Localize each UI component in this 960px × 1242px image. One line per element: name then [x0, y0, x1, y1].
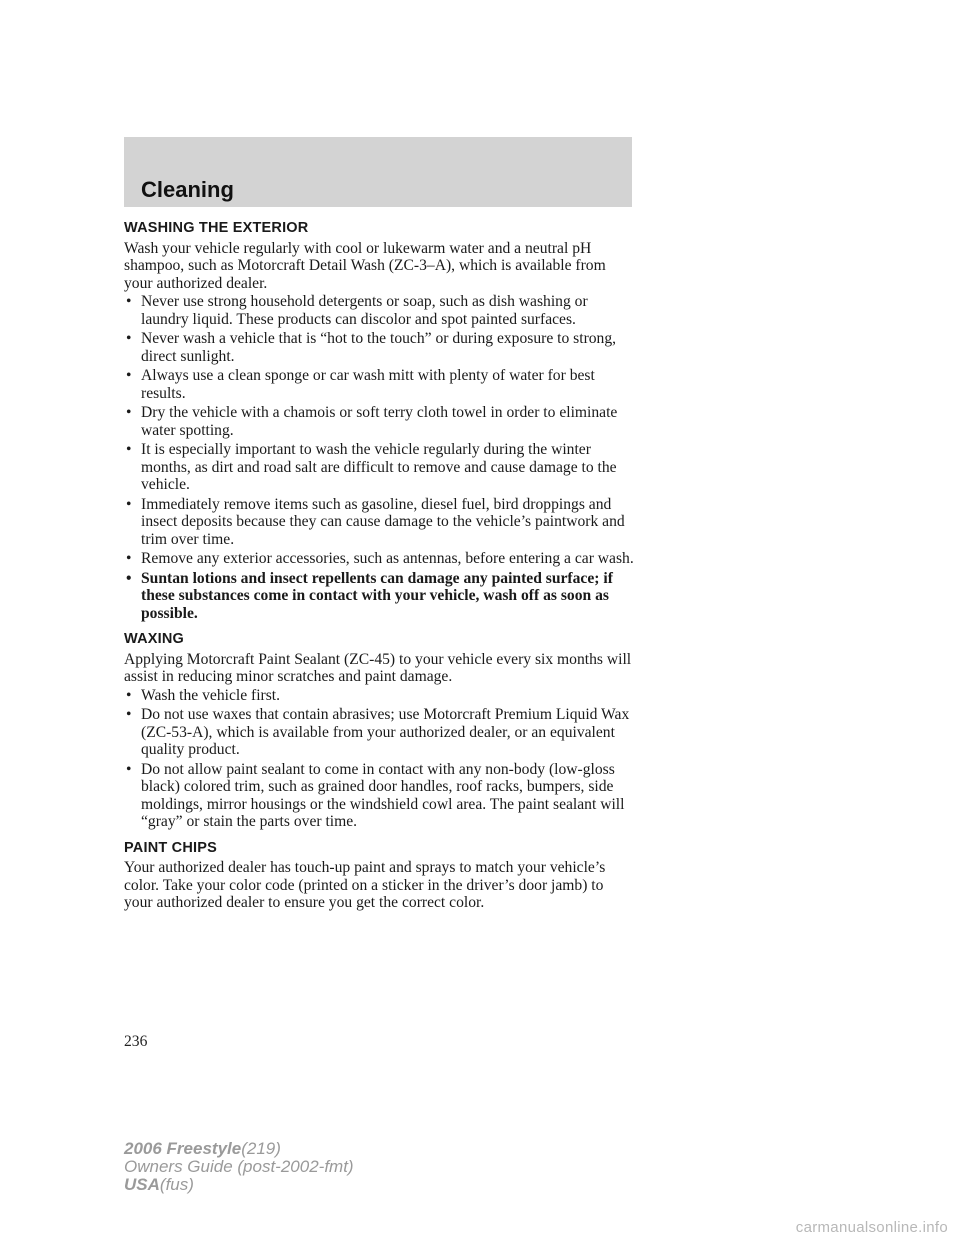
paint-chips-paragraph: Your authorized dealer has touch-up paint and sprays to match your vehicle’s color. Take your color code (printed on a sticker in the driver’s door jamb) to your authorized dealer to ensure you get the correct color.: [124, 859, 606, 911]
bullet-icon: •: [126, 441, 132, 458]
footer-line-market: USA(fus): [124, 1175, 194, 1194]
list-item: • Do not allow paint sealant to come in contact with any non-body (low-gloss black) colored trim, such as grained door handles, roof racks, bumpers, side moldings, mirror housings or the windshield cowl area. The paint sealant will “gray” or stain the parts over time.: [126, 760, 625, 830]
document-footer: [124, 1140, 354, 1194]
list-item: • It is especially important to wash the vehicle regularly during the winter months, as dirt and road salt are difficult to remove and cause damage to the vehicle.: [126, 441, 617, 493]
bullet-icon: •: [126, 706, 132, 723]
bullet-icon: •: [126, 495, 132, 513]
bullet-icon: •: [126, 293, 132, 310]
section-title: Cleaning: [141, 177, 234, 202]
page-number: 236: [124, 1033, 148, 1050]
footer-line-guide: Owners Guide (post-2002-fmt): [124, 1157, 354, 1176]
section-heading-paint-chips: PAINT CHIPS: [124, 839, 217, 856]
list-item: • Remove any exterior accessories, such as antennas, before entering a car wash.: [126, 550, 634, 567]
section-header-band: [124, 137, 632, 207]
bullet-icon: •: [126, 686, 132, 704]
section-heading-washing: WASHING THE EXTERIOR: [124, 220, 309, 236]
list-item: • Always use a clean sponge or car wash mitt with plenty of water for best results.: [126, 367, 595, 402]
bullet-icon: •: [126, 550, 132, 567]
list-item-warning: • Suntan lotions and insect repellents can damage any painted surface; if these substances come in contact with your vehicle, wash off as soon as possible.: [126, 569, 613, 622]
washing-intro-paragraph: Wash your vehicle regularly with cool or lukewarm water and a neutral pH shampoo, such as Motorcraft Detail Wash (ZC-3–A), which is available from your authorized dealer.: [124, 239, 606, 292]
waxing-intro-paragraph: Applying Motorcraft Paint Sealant (ZC-45) to your vehicle every six months will assist in reducing minor scratches and paint damage.: [124, 650, 632, 685]
bullet-icon: •: [126, 330, 132, 347]
list-item: • Do not use waxes that contain abrasives; use Motorcraft Premium Liquid Wax (ZC-53-A), which is available from your authorized dealer, or an equivalent quality product.: [126, 706, 630, 758]
waxing-bullet-list: [124, 687, 634, 831]
list-item: • Wash the vehicle first.: [126, 686, 281, 704]
footer-line-model: 2006 Freestyle(219): [124, 1139, 281, 1158]
washing-bullet-list: [124, 293, 634, 622]
bullet-icon: •: [126, 760, 132, 778]
list-item: • Never use strong household detergents or soap, such as dish washing or laundry liquid. These products can discolor and spot painted surfaces.: [126, 293, 588, 328]
list-item: • Immediately remove items such as gasoline, diesel fuel, bird droppings and insect deposits because they can cause damage to the vehicle’s paintwork and trim over time.: [126, 495, 625, 548]
list-item: • Never wash a vehicle that is “hot to the touch” or during exposure to strong, direct sunlight.: [126, 330, 617, 365]
section-heading-waxing: WAXING: [124, 631, 185, 647]
bullet-icon: •: [126, 569, 132, 587]
site-watermark: carmanualsonline.info: [795, 1219, 948, 1236]
page-content: [124, 220, 634, 913]
list-item: • Dry the vehicle with a chamois or soft terry cloth towel in order to eliminate water spotting.: [126, 404, 618, 439]
bullet-icon: •: [126, 404, 132, 421]
bullet-icon: •: [126, 367, 132, 384]
